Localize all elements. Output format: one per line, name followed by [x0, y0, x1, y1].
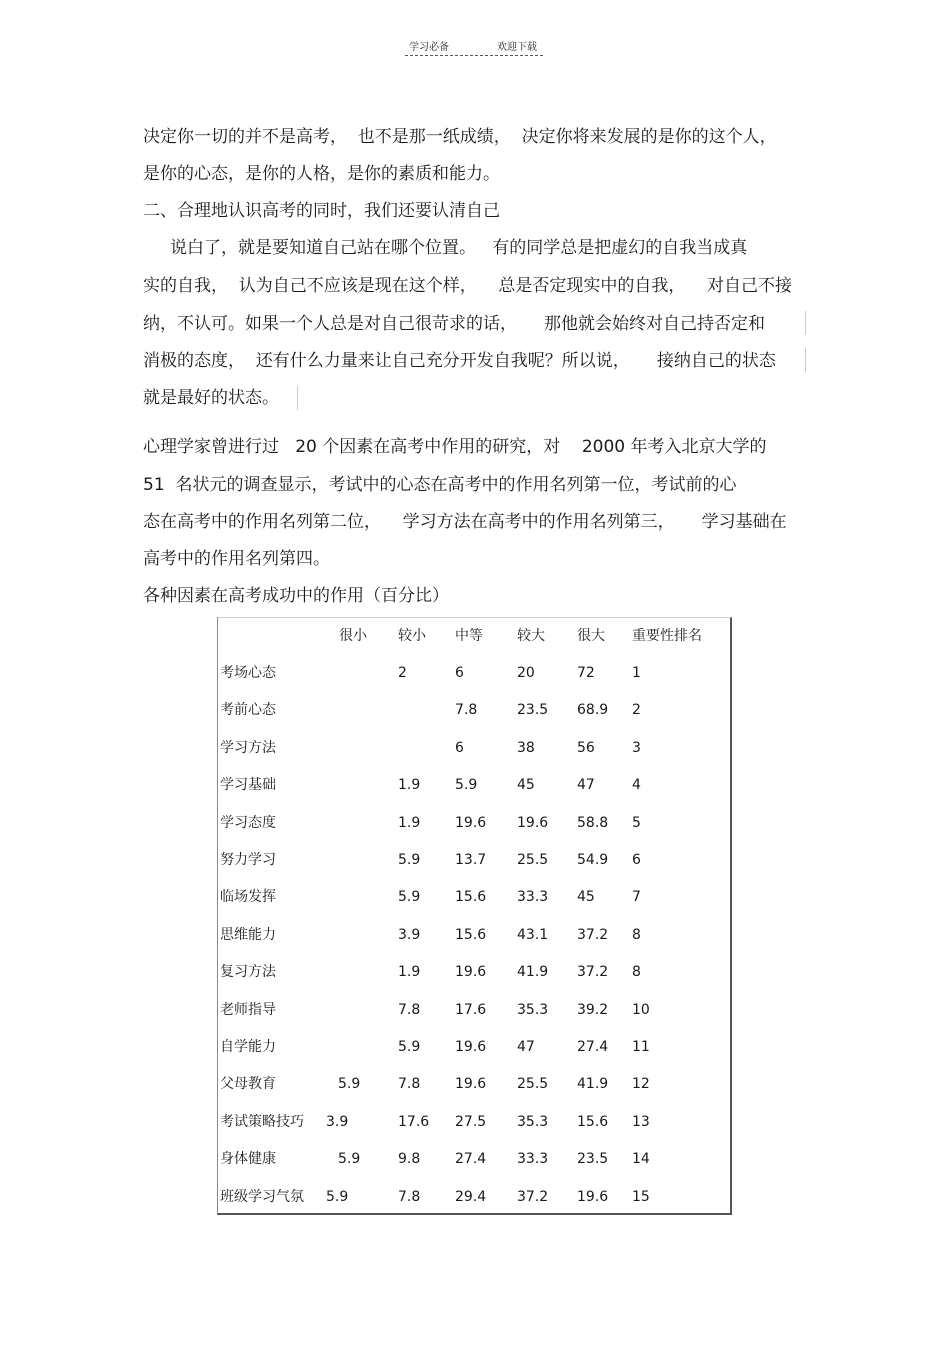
table-cell: 45	[577, 889, 595, 905]
paragraph-line: 高考中的作用名列第四。	[143, 549, 330, 569]
paragraph-line: 消极的态度， 还有什么力量来让自己充分开发自我呢？所以说， 接纳自己的状态	[143, 351, 776, 371]
table-header-cell: 很大	[577, 628, 605, 644]
table-cell: 43.1	[517, 927, 549, 943]
section-heading: 二、合理地认识高考的同时，我们还要认清自己	[143, 201, 500, 221]
table-cell: 19.6	[517, 815, 549, 831]
table-cell: 37.2	[577, 927, 609, 943]
table-cell: 5.9	[398, 889, 421, 905]
paragraph-line: 51 名状元的调查显示，考试中的心态在高考中的作用名列第一位，考试前的心	[143, 475, 737, 495]
paragraph-line: 就是最好的状态。	[143, 388, 279, 408]
table-cell: 11	[632, 1039, 650, 1055]
table-cell: 27.4	[455, 1151, 487, 1167]
table-cell: 54.9	[577, 852, 609, 868]
table-cell: 23.5	[577, 1151, 609, 1167]
table-cell: 9.8	[398, 1151, 421, 1167]
table-cell: 2	[632, 702, 641, 718]
table-row-label: 复习方法	[220, 964, 276, 980]
table-cell: 6	[455, 740, 464, 756]
table-cell: 23.5	[517, 702, 549, 718]
table-cell: 1	[632, 665, 641, 681]
table-cell: 68.9	[577, 702, 609, 718]
table-cell: 41.9	[577, 1076, 609, 1092]
table-cell: 14	[632, 1151, 650, 1167]
table-cell: 25.5	[517, 852, 549, 868]
table-cell: 10	[632, 1002, 650, 1018]
table-cell: 5.9	[326, 1189, 349, 1205]
table-header-cell: 中等	[455, 628, 483, 644]
table-row-label: 学习态度	[220, 815, 276, 831]
table-cell: 12	[632, 1076, 650, 1092]
table-cell: 4	[632, 777, 641, 793]
table-cell: 37.2	[517, 1189, 549, 1205]
table-cell: 7.8	[398, 1189, 421, 1205]
table-cell: 7.8	[398, 1002, 421, 1018]
factor-table	[217, 617, 732, 1215]
table-cell: 41.9	[517, 964, 549, 980]
header-right-text: 欢迎下载	[497, 42, 537, 53]
paragraph-line: 实的自我， 认为自己不应该是现在这个样， 总是否定现实中的自我， 对自己不接	[143, 276, 793, 296]
table-cell: 27.5	[455, 1114, 487, 1130]
table-header-cell: 很小	[339, 628, 367, 644]
table-cell: 33.3	[517, 1151, 549, 1167]
table-cell: 15.6	[577, 1114, 609, 1130]
table-cell: 15	[632, 1189, 650, 1205]
table-row-label: 考试策略技巧	[220, 1114, 304, 1130]
table-cell: 5.9	[398, 852, 421, 868]
table-row-label: 临场发挥	[220, 889, 276, 905]
table-header-cell: 较大	[517, 628, 545, 644]
table-cell: 19.6	[455, 1039, 487, 1055]
table-row-label: 考前心态	[220, 702, 276, 718]
table-cell: 13.7	[455, 852, 487, 868]
table-cell: 6	[455, 665, 464, 681]
table-cell: 39.2	[577, 1002, 609, 1018]
table-row-label: 父母教育	[220, 1076, 276, 1092]
table-cell: 7	[632, 889, 641, 905]
table-cell: 8	[632, 964, 641, 980]
table-header-cell: 重要性排名	[632, 628, 702, 644]
table-cell: 5.9	[338, 1151, 361, 1167]
table-cell: 33.3	[517, 889, 549, 905]
paragraph-line: 是你的心态，是你的人格，是你的素质和能力。	[143, 164, 500, 184]
paragraph-line: 纳，不认可。如果一个人总是对自己很苛求的话， 那他就会始终对自己持否定和	[143, 314, 766, 334]
table-cell: 37.2	[577, 964, 609, 980]
table-cell: 27.4	[577, 1039, 609, 1055]
table-cell: 29.4	[455, 1189, 487, 1205]
table-cell: 47	[577, 777, 595, 793]
table-cell: 8	[632, 927, 641, 943]
table-cell: 47	[517, 1039, 535, 1055]
table-cell: 19.6	[455, 964, 487, 980]
table-cell: 5.9	[338, 1076, 361, 1092]
table-cell: 3.9	[398, 927, 421, 943]
table-cell: 1.9	[398, 964, 421, 980]
header-left-text: 学习必备	[409, 42, 449, 53]
margin-divider	[805, 311, 806, 335]
table-row-label: 班级学习气氛	[220, 1189, 304, 1205]
table-row-label: 学习基础	[220, 777, 276, 793]
table-row-label: 努力学习	[220, 852, 276, 868]
paragraph-line: 说白了，就是要知道自己站在哪个位置。 有的同学总是把虚幻的自我当成真	[143, 238, 748, 258]
table-cell: 20	[517, 665, 535, 681]
table-row-label: 考场心态	[220, 665, 276, 681]
margin-divider	[805, 348, 806, 372]
paragraph-line: 态在高考中的作用名列第二位， 学习方法在高考中的作用名列第三， 学习基础在	[143, 512, 787, 532]
table-row-label: 学习方法	[220, 740, 276, 756]
table-cell: 1.9	[398, 815, 421, 831]
table-cell: 25.5	[517, 1076, 549, 1092]
table-cell: 7.8	[398, 1076, 421, 1092]
table-cell: 35.3	[517, 1002, 549, 1018]
table-cell: 6	[632, 852, 641, 868]
table-cell: 56	[577, 740, 595, 756]
table-row-label: 身体健康	[220, 1151, 276, 1167]
table-cell: 72	[577, 665, 595, 681]
table-cell: 19.6	[455, 1076, 487, 1092]
table-cell: 2	[398, 665, 407, 681]
table-row-label: 老师指导	[220, 1002, 276, 1018]
table-cell: 5.9	[398, 1039, 421, 1055]
table-cell: 15.6	[455, 927, 487, 943]
table-cell: 15.6	[455, 889, 487, 905]
paragraph-line: 决定你一切的并不是高考， 也不是那一纸成绩， 决定你将来发展的是你的这个人，	[143, 127, 777, 147]
table-cell: 19.6	[455, 815, 487, 831]
table-cell: 13	[632, 1114, 650, 1130]
table-cell: 3	[632, 740, 641, 756]
table-cell: 17.6	[398, 1114, 430, 1130]
page-header	[405, 38, 543, 56]
table-row-label: 思维能力	[220, 927, 276, 943]
table-cell: 7.8	[455, 702, 478, 718]
table-cell: 38	[517, 740, 535, 756]
table-cell: 5	[632, 815, 641, 831]
table-caption: 各种因素在高考成功中的作用（百分比）	[143, 586, 449, 606]
table-cell: 19.6	[577, 1189, 609, 1205]
table-cell: 35.3	[517, 1114, 549, 1130]
table-cell: 45	[517, 777, 535, 793]
table-cell: 1.9	[398, 777, 421, 793]
table-cell: 5.9	[455, 777, 478, 793]
table-row-label: 自学能力	[220, 1039, 276, 1055]
margin-divider	[297, 386, 298, 410]
table-cell: 3.9	[326, 1114, 349, 1130]
table-header-cell: 较小	[398, 628, 426, 644]
paragraph-line: 心理学家曾进行过 20 个因素在高考中作用的研究，对 2000 年考入北京大学的	[143, 437, 767, 457]
table-cell: 58.8	[577, 815, 609, 831]
table-cell: 17.6	[455, 1002, 487, 1018]
